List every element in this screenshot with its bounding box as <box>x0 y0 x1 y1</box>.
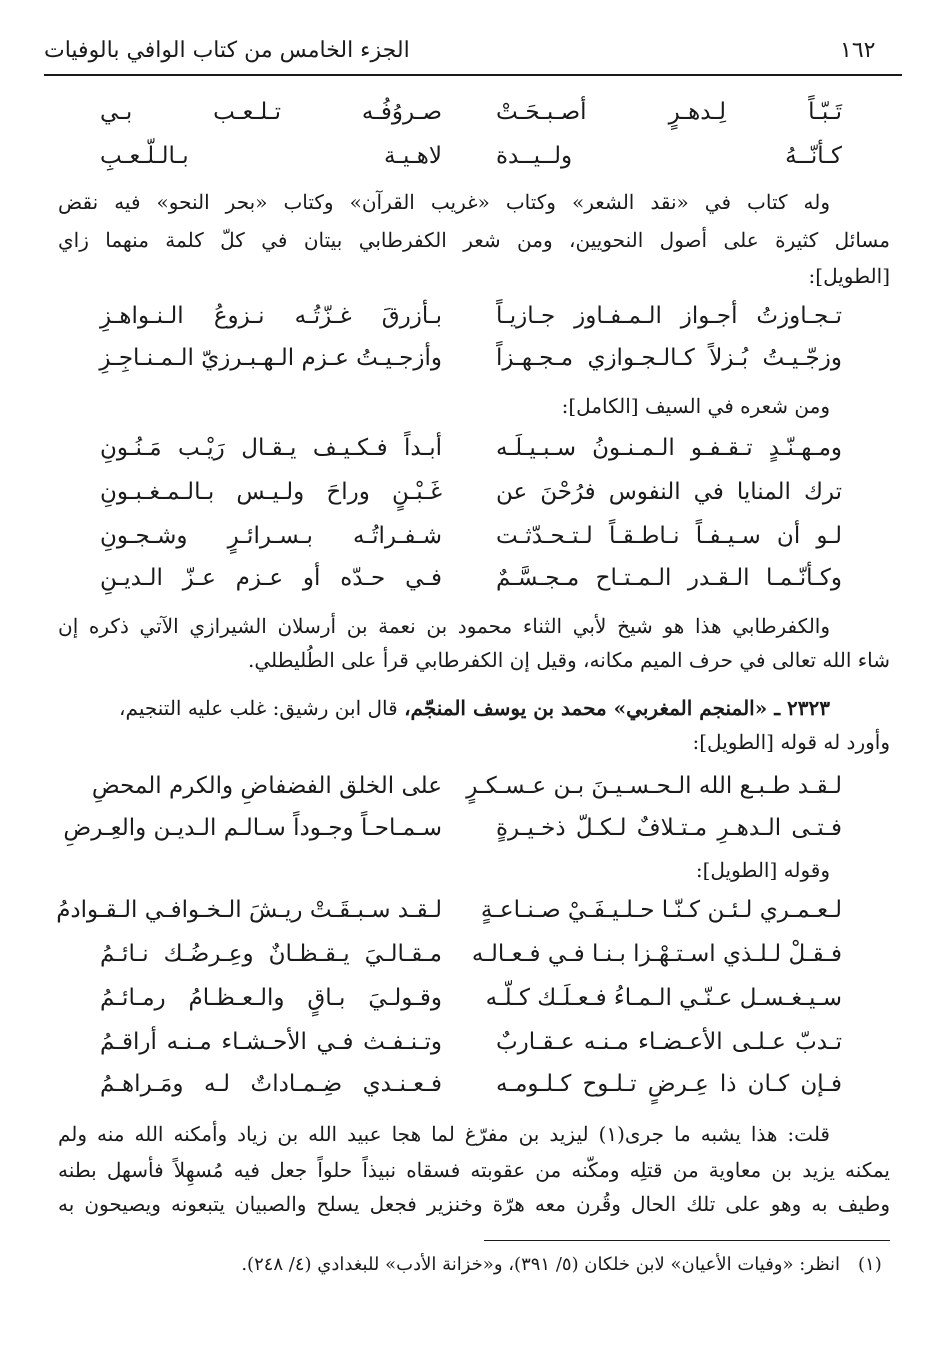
verse-hemistich-1: لـو أن سـيـفـاً نـاطـقـاً لـتـحـدّثـت <box>496 523 842 549</box>
paragraph-line: وأورد له قوله [الطويل]: <box>692 730 890 754</box>
verse-hemistich-2: على الخلق الفضفاضِ والكرم المحضِ <box>91 773 442 799</box>
verse-hemistich-1: ومـهـنّـدٍ تـقـفـو الـمـنـونُ سـبـيـلَـه <box>496 435 842 461</box>
verse-hemistich-1: سـيـغـسـل عـنّـي الـمـاءُ فـعـلَـك كـلّـه <box>485 985 842 1011</box>
section-intro: ومن شعره في السيف [الكامل]: <box>561 394 830 418</box>
footnote-rule <box>484 1240 890 1241</box>
verse-hemistich-1: وزجّـيـتُ بُـزلاً كـالـجـوازي مـجـهـزاً <box>496 345 842 371</box>
entry-text: قال ابن رشيق: غلب عليه التنجيم، <box>119 696 398 720</box>
verse-hemistich-1: تَـبّـاً لِـدهـرٍ أصـبـحَـتْ <box>496 99 842 125</box>
verse-hemistich-1: فـإن كـان ذا عِـرضٍ تـلـوح كـلـومـه <box>496 1071 842 1097</box>
verse-hemistich-2: غَـبْـنٍ وراحَ ولـيـس بـالـمـغـبـونِ <box>100 479 442 505</box>
verse-hemistich-2: فـي حـدّه أو عـزم عـزّ الـديـنِ <box>100 565 442 591</box>
verse-hemistich-2: لـقـد سـبـقَـتْ ريـشَ الـخـوافـي الـقـوادمُ <box>56 897 442 923</box>
running-title: الجزء الخامس من كتاب الوافي بالوفيات <box>44 38 410 63</box>
verse-hemistich-1: ترك المنايا في النفوس فرُحْنَ عن <box>496 479 842 505</box>
verse-hemistich-1: فـتـى الـدهـرِ مـتـلافٌ لـكـلّ ذخـيـرةٍ <box>496 815 842 841</box>
verse-hemistich-2: وأزجـيـتُ عـزم الـهـبـرزيّ الـمـنـاجِـزِ <box>99 345 442 371</box>
paragraph-line: يمكنه يزيد بن معاوية من قتلِه ومكّنه من عقوبته فسقاه نبيذاً حلواً جعل فيه مُسهِلاً فأسهل بطنه <box>58 1158 890 1182</box>
verse-hemistich-2: فـعـنـدي ضِـمـاداتٌ لـه ومَـراهـمُ <box>100 1071 442 1097</box>
verse-hemistich-1: لـقـد طـبـع الله الـحـسـيـنَ بـن عـسـكـرٍ <box>466 773 842 799</box>
verse-hemistich-2: صـروُفُـه تـلـعـب بـي <box>100 99 442 125</box>
paragraph-line: وطيف به وهو على تلك الحال وقُرن معه هرّة وخنزير فجعل يسلح والصبيان يتبعونه ويصيحون به <box>58 1192 890 1216</box>
paragraph-line: [الطويل]: <box>808 264 890 288</box>
verse-hemistich-1: تـجـاوزتُ أجـواز الـمـفـاوز جـازيـاً <box>496 303 842 329</box>
paragraph-line: شاء الله تعالى في حرف الميم مكانه، وقيل إن الكفرطابي قرأ على الطُليطلي. <box>247 648 890 672</box>
entry-heading: ٢٣٢٣ ـ «المنجم المغربي» محمد بن يوسف المنجّم، <box>404 696 830 720</box>
verse-hemistich-1: كـأنّــهُ ولــيــدة <box>496 143 842 169</box>
verse-hemistich-2: بـأزرقَ غـزّتُـه نـزوعُ الـنـواهـزِ <box>100 303 442 329</box>
verse-hemistich-2: شـفـراتُـه بـسـرائـرٍ وشـجـونِ <box>100 523 442 549</box>
footnote-number: (١) <box>858 1254 882 1275</box>
verse-hemistich-2: سـمـاحـاً وجـوداً سـالـم الـديـن والعِـرضِ <box>63 815 442 841</box>
paragraph-line: والكفرطابي هذا هو شيخ لأبي الثناء محمود بن نعمة بن أرسلان الشيرازي الآتي ذكره إن <box>58 614 830 638</box>
verse-hemistich-2: مـقـالـيَ يـقـظـانٌ وعِـرضُـك نـائـمُ <box>100 941 442 967</box>
verse-hemistich-1: لـعـمـري لـئـن كـنّـا حـلـيـفَـيْ صـنـاعـةٍ <box>480 897 842 923</box>
footnote-text: انظر: «وفيات الأعيان» لابن خلكان (٥/ ٣٩١)، و«خزانة الأدب» للبغدادي (٤/ ٢٤٨). <box>241 1254 840 1275</box>
page-number: ١٦٢ <box>840 38 876 63</box>
paragraph-line: مسائل كثيرة على أصول النحويين، ومن شعر الكفرطابي بيتان في كلّ كلمة منهما زاي <box>58 228 890 252</box>
paragraph-line: قلت: هذا يشبه ما جرى(١) ليزيد بن مفرّغ لما هجا عبيد الله بن زياد وأمكنه الله منه ولم <box>58 1122 830 1146</box>
verse-hemistich-2: وتـنـفـث فـي الأحـشـاء مـنـه أراقـمُ <box>100 1029 442 1055</box>
paragraph-line: وله كتاب في «نقد الشعر» وكتاب «غريب القرآن» وكتاب «بحر النحو» فيه نقض <box>58 190 830 214</box>
section-intro: وقوله [الطويل]: <box>695 858 830 882</box>
header-rule <box>44 74 902 76</box>
verse-hemistich-2: أبـداً فـكـيـف يـقـال رَيْـب مَـنُـونِ <box>100 435 442 461</box>
verse-hemistich-1: وكـأنّـمـا الـقـدر الـمـتـاح مـجـسَّـمٌ <box>496 565 842 591</box>
verse-hemistich-2: وقـولـيَ بـاقٍ والـعـظـامُ رمـائـمُ <box>100 985 442 1011</box>
verse-hemistich-1: فـقـلْ لـلـذي اسـتـهْـزا بـنـا فـي فـعـالـه <box>471 941 842 967</box>
verse-hemistich-1: تـدبّ عـلـى الأعـضـاء مـنـه عـقـاربٌ <box>496 1029 842 1055</box>
entry-first-line <box>58 692 830 724</box>
verse-hemistich-2: لاهـيـة بـالـلّـعـبِ <box>100 143 442 169</box>
